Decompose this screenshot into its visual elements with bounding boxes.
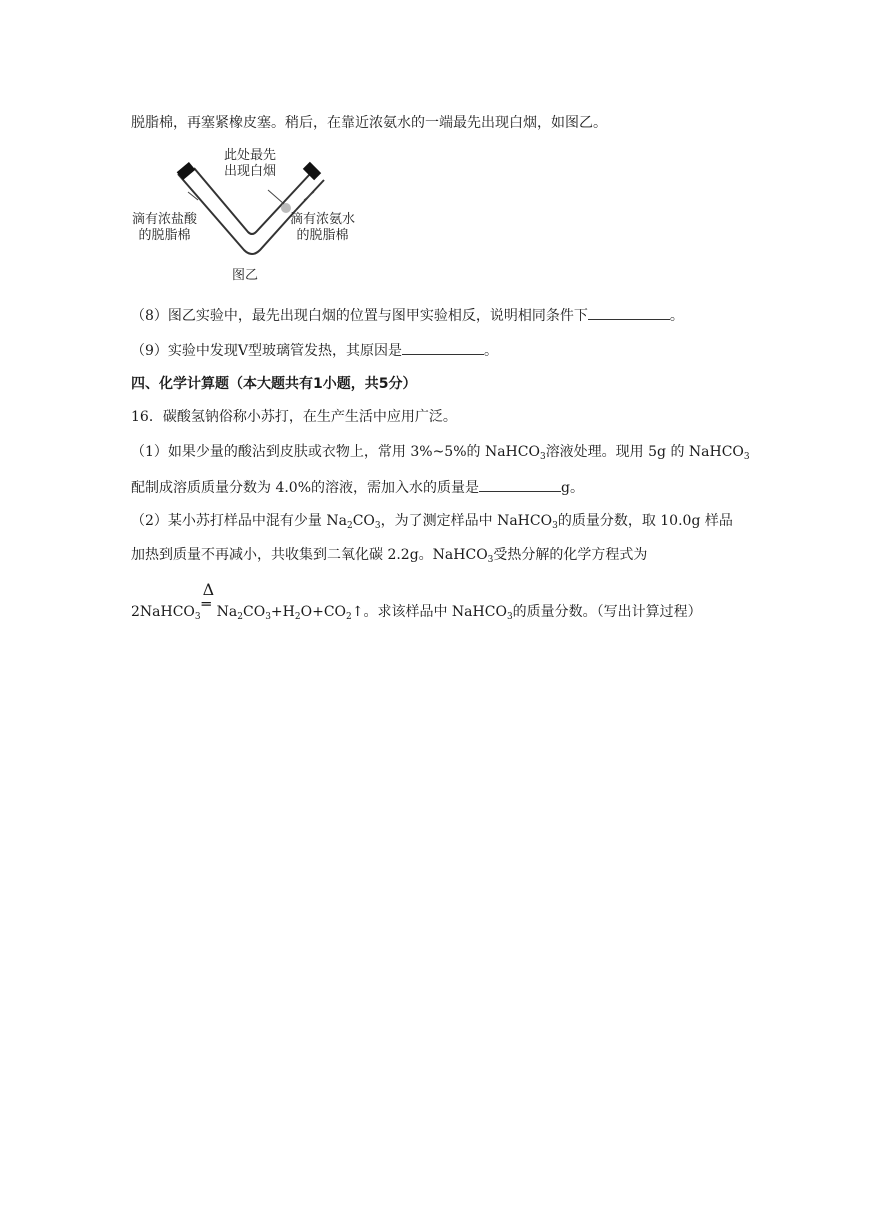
label-left-line2: 的脱脂棉 [138, 228, 191, 243]
q16-part2-line1 [131, 511, 733, 531]
q16-p1-answer-blank[interactable] [479, 477, 561, 492]
q16-p1-l1-b: 溶液处理。现用 5g 的 NaHCO [545, 444, 744, 460]
sub-3: 3 [265, 612, 271, 622]
eq-tail-b: 的质量分数。（写出计算过程） [512, 604, 702, 620]
eq-reactant: 2NaHCO [131, 604, 195, 620]
q8-end: 。 [669, 308, 684, 324]
label-top [224, 148, 276, 180]
sub-2: 2 [346, 521, 353, 531]
label-right-line2: 的脱脂棉 [296, 228, 349, 243]
sub-3: 3 [506, 612, 513, 622]
q9-answer-blank[interactable] [402, 340, 484, 355]
equals-symbol: ═ [201, 595, 211, 613]
sub-2: 2 [346, 612, 352, 622]
sub-3: 3 [194, 612, 201, 622]
section-heading: 四、化学计算题（本大题共有1小题，共5分） [131, 376, 417, 392]
sub-3: 3 [487, 555, 494, 565]
q16-p2-l1-c: ，为了测定样品中 NaHCO [380, 513, 553, 529]
sub-2: 2 [294, 612, 301, 622]
pointer-line-top [268, 190, 284, 204]
q16-p1-l2-a: 配制成溶质质量分数为 4.0%的溶液，需加入水的质量是 [131, 480, 480, 496]
q8-text: （8）图乙实验中，最先出现白烟的位置与图甲实验相反，说明相同条件下 [131, 308, 588, 324]
q16-part2-line2 [131, 545, 647, 565]
label-top-line2: 出现白烟 [224, 164, 277, 179]
q16-part1-line1 [131, 442, 750, 462]
chemical-equation-line [131, 580, 702, 622]
pointer-line-right [304, 192, 314, 200]
q16-part1-line2 [131, 477, 584, 498]
question-8 [131, 305, 684, 326]
q16-p1-l2-b: g。 [561, 480, 584, 496]
sub-2: 2 [237, 612, 243, 622]
q16-p2-l1-a: （2）某小苏打样品中混有少量 Na [131, 513, 347, 529]
figure-caption: 图乙 [232, 268, 259, 283]
eq-co2: O+CO [300, 604, 347, 620]
intro-text: 脱脂棉，再塞紧橡皮塞。稍后，在靠近浓氨水的一端最先出现白烟，如图乙。 [131, 115, 607, 131]
eq-tail-a: 。求该样品中 NaHCO [363, 604, 507, 620]
q16-p2-l1-d: 的质量分数，取 10.0g 样品 [557, 513, 733, 529]
left-stopper [177, 162, 196, 180]
q8-answer-blank[interactable] [588, 305, 670, 320]
q16-p2-l1-b: CO [352, 513, 375, 529]
q16-stem: 16．碳酸氢钠俗称小苏打，在生产生活中应用广泛。 [131, 409, 457, 425]
sub-3: 3 [552, 521, 558, 531]
label-right-line1: 滴有浓氨水 [290, 212, 356, 227]
delta-symbol: Δ [202, 580, 215, 599]
label-left-line1: 滴有浓盐酸 [132, 212, 198, 227]
q9-text: （9）实验中发现Ⅴ型玻璃管发热，其原因是 [131, 343, 403, 359]
question-9 [131, 340, 498, 361]
eq-na: Na [216, 604, 238, 620]
sub-3: 3 [539, 452, 546, 462]
label-left [132, 212, 197, 244]
q16-p2-l2-a: 加热到质量不再减小，共收集到二氧化碳 2.2g。NaHCO [131, 547, 488, 563]
sub-3: 3 [374, 521, 381, 531]
sub-3: 3 [743, 452, 750, 462]
gas-arrow-up: ↑ [351, 604, 364, 620]
q16-p1-l1-a: （1）如果少量的酸沾到皮肤或衣物上，常用 3%~5%的 NaHCO [131, 444, 540, 460]
q9-end: 。 [484, 343, 499, 359]
intro-line [131, 113, 607, 133]
figure-v-tube [128, 140, 368, 290]
eq-co: CO [242, 604, 266, 620]
label-right [290, 212, 355, 244]
q16-p2-l2-b: 受热分解的化学方程式为 [493, 547, 648, 563]
eq-h: +H [270, 604, 295, 620]
label-top-line1: 此处最先 [224, 148, 277, 163]
heat-equals-sign [201, 580, 217, 616]
